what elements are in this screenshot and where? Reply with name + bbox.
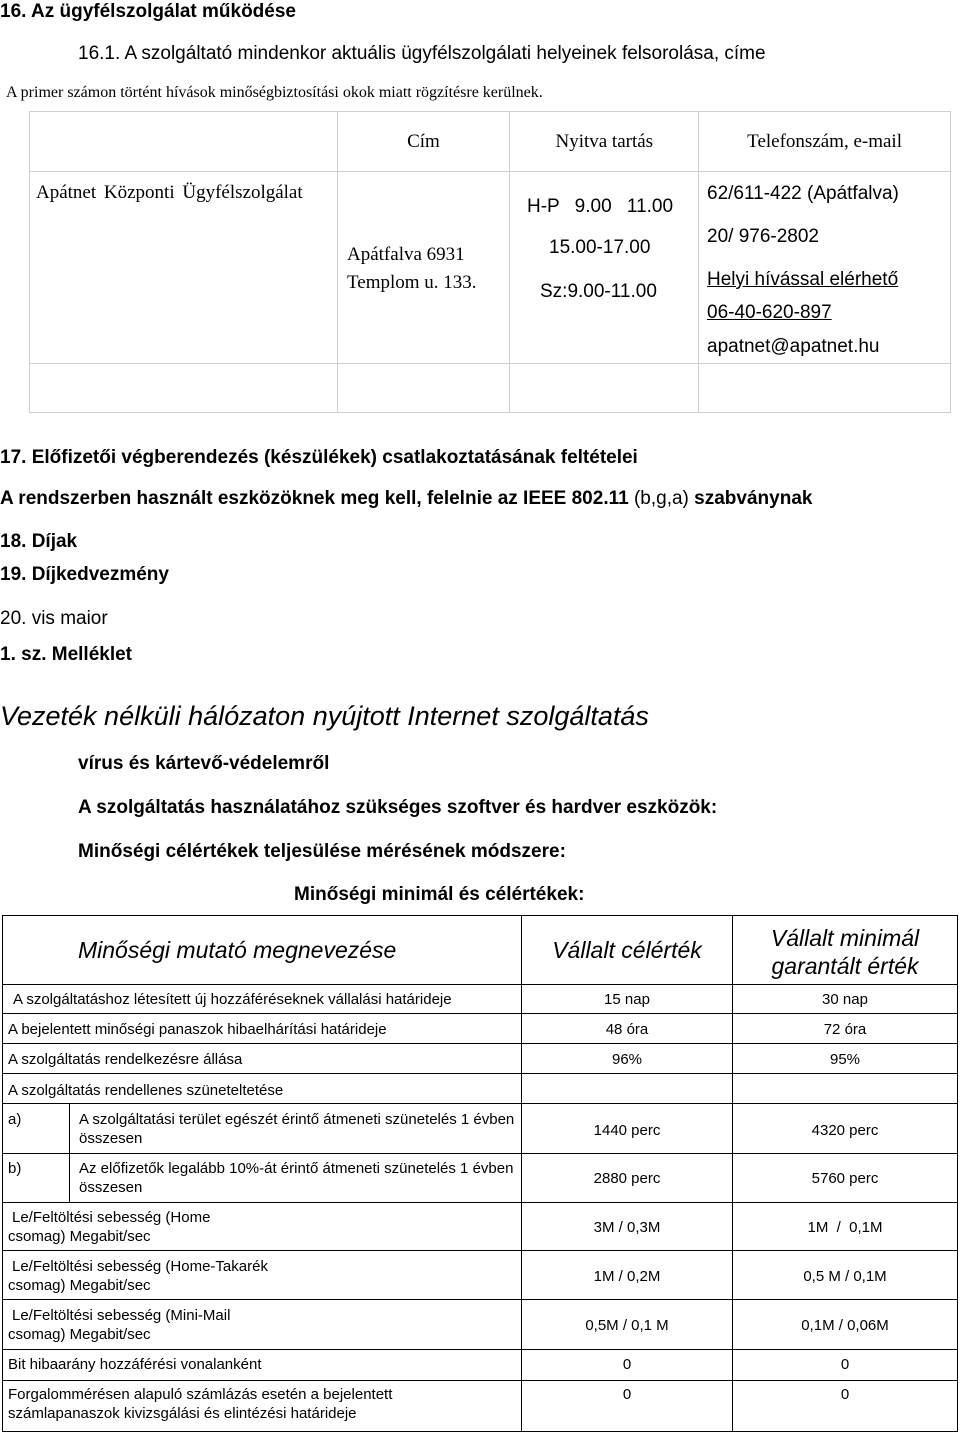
section-17-body-standards: (b,g,a) [628,488,695,509]
quality-row-target: 0 [622,1386,632,1403]
grid-line [2,915,3,1432]
quality-row-label: Le/Feltöltési sebesség (Home-Takarék csomag) Megabit/sec [8,1258,268,1294]
quality-row-letter: b) [8,1160,22,1177]
service-locations-table [29,111,951,413]
grid-line [2,1103,958,1104]
quality-row-label: Le/Feltöltési sebesség (Mini-Mail csomag) Megabit/sec [8,1307,231,1343]
quality-row-target: 1M / 0,2M [593,1268,661,1285]
phone-mobile: 20/ 976-2802 [707,226,819,247]
office-address-line-1: Apátfalva 6931 [347,244,465,265]
empty-cell [699,364,951,413]
office-address-line-2: Templom u. 133. [347,272,477,293]
quality-row-label: Forgalommérésen alapuló számlázás esetén a bejelentett számlapanaszok kivizsgálási és elintézési határideje [8,1386,393,1422]
header-hours-label: Nyitva tartás [555,130,654,152]
header-contact-label: Telefonszám, e-mail [747,130,902,152]
quality-row-target: 3M / 0,3M [593,1219,661,1236]
phone-apatfalva: 62/611-422 (Apátfalva) [707,183,899,204]
grid-line [2,1250,958,1251]
grid-line [2,1043,958,1044]
empty-cell [337,364,510,413]
quality-row-label: A szolgáltatási terület egészét érintő átmeneti szünetelés 1 évben összesen [79,1111,515,1147]
quality-row-minimum: 0 [840,1356,850,1373]
section-17-body-main: A rendszerben használt eszközöknek meg kell, felelnie az IEEE 802.11 [0,488,629,509]
grid-line [2,1202,958,1203]
recording-note: A primer számon történt hívások minőségbiztosítási okok miatt rögzítésre kerülnek. [6,84,543,101]
quality-row-label: A szolgáltatás rendellenes szüneteltetése [8,1082,284,1099]
quality-row-target: 15 nap [604,991,650,1008]
email-address: apatnet@apatnet.hu [707,336,880,357]
section-17-body-end: szabványnak [694,488,813,509]
office-address-cell [337,172,510,364]
quality-row-target: 2880 perc [593,1170,661,1187]
quality-row-target: 1440 perc [593,1122,661,1139]
grid-line [2,1349,958,1350]
quality-row-minimum: 30 nap [822,991,868,1008]
quality-row-target: 0,5M / 0,1 M [585,1317,669,1334]
quality-row-minimum: 4320 perc [811,1122,879,1139]
header-empty-cell [30,112,338,172]
quality-row-label: A szolgáltatáshoz létesített új hozzáféréseknek vállalási határideje [13,991,452,1008]
quality-row-label: A szolgáltatás rendelkezésre állása [8,1051,243,1068]
quality-header-indicator: Minőségi mutató megnevezése [78,937,397,963]
quality-header-minimum: Vállalt minimál garantált érték [770,925,920,979]
quality-row-target: 96% [611,1051,643,1068]
empty-cell [510,364,699,413]
section-16-title: 16. Az ügyfélszolgálat működése [0,1,296,22]
local-call-number-link[interactable]: 06-40-620-897 [707,302,832,323]
quality-row-minimum: 72 óra [823,1021,867,1038]
quality-row-label: Le/Feltöltési sebesség (Home csomag) Megabit/sec [8,1209,211,1245]
header-address-label: Cím [407,130,440,152]
grid-line [2,1153,958,1154]
header-hours [510,112,699,172]
grid-line [2,984,958,985]
header-contact [699,112,951,172]
annex-label: 1. sz. Melléklet [0,644,133,665]
office-name: Apátnet Központi Ügyfélszolgálat [36,182,303,203]
measurement-method-heading: Minőségi célértékek teljesülése mérésének módszere: [78,841,566,862]
header-address [337,112,510,172]
empty-cell [30,364,338,413]
hours-saturday: Sz:9.00-11.00 [540,281,657,302]
section-17-body [0,487,812,511]
quality-row-target: 0 [622,1356,632,1373]
quality-values-heading: Minőségi minimál és célértékek: [294,884,585,905]
quality-row-minimum: 5760 perc [811,1170,879,1187]
quality-row-target: 48 óra [605,1021,649,1038]
required-tools-heading: A szolgáltatás használatához szükséges szoftver és hardver eszközök: [78,797,718,818]
grid-line [2,1073,958,1074]
quality-row-minimum: 95% [829,1051,861,1068]
local-call-link[interactable]: Helyi hívással elérhető [707,269,899,290]
annex-title: Vezeték nélküli hálózaton nyújtott Internet szolgáltatás [0,701,649,731]
hours-weekdays: H-P 9.00 11.00 [527,196,674,217]
grid-line [69,1103,70,1202]
quality-row-label: Bit hibaarány hozzáférési vonalanként [8,1356,262,1373]
quality-row-minimum: 0,1M / 0,06M [801,1317,889,1334]
grid-line [2,1013,958,1014]
section-20-title: 20. vis maior [0,608,108,629]
virus-protection-heading: vírus és kártevő-védelemről [78,753,330,774]
quality-row-minimum: 0 [840,1386,850,1403]
section-19-title: 19. Díjkedvezmény [0,564,169,585]
quality-row-minimum: 0,5 M / 0,1M [803,1268,887,1285]
grid-line [2,915,958,916]
grid-line [2,1299,958,1300]
quality-row-letter: a) [8,1111,22,1128]
grid-line [2,1380,958,1381]
section-18-title: 18. Díjak [0,531,78,552]
quality-row-label: Az előfizetők legalább 10%-át érintő átmeneti szünetelés 1 évben összesen [79,1160,514,1196]
quality-header-target: Vállalt célérték [552,937,702,963]
hours-afternoon: 15.00-17.00 [549,237,651,258]
section-16-1-subtitle: 16.1. A szolgáltató mindenkor aktuális ügyfélszolgálati helyeinek felsorolása, címe [78,43,766,64]
grid-line [957,915,958,1432]
quality-row-minimum: 1M / 0,1M [807,1219,883,1236]
section-17-title: 17. Előfizetői végberendezés (készülékek) csatlakoztatásának feltételei [0,447,638,468]
quality-row-label: A bejelentett minőségi panaszok hibaelhárítási határideje [8,1021,387,1038]
